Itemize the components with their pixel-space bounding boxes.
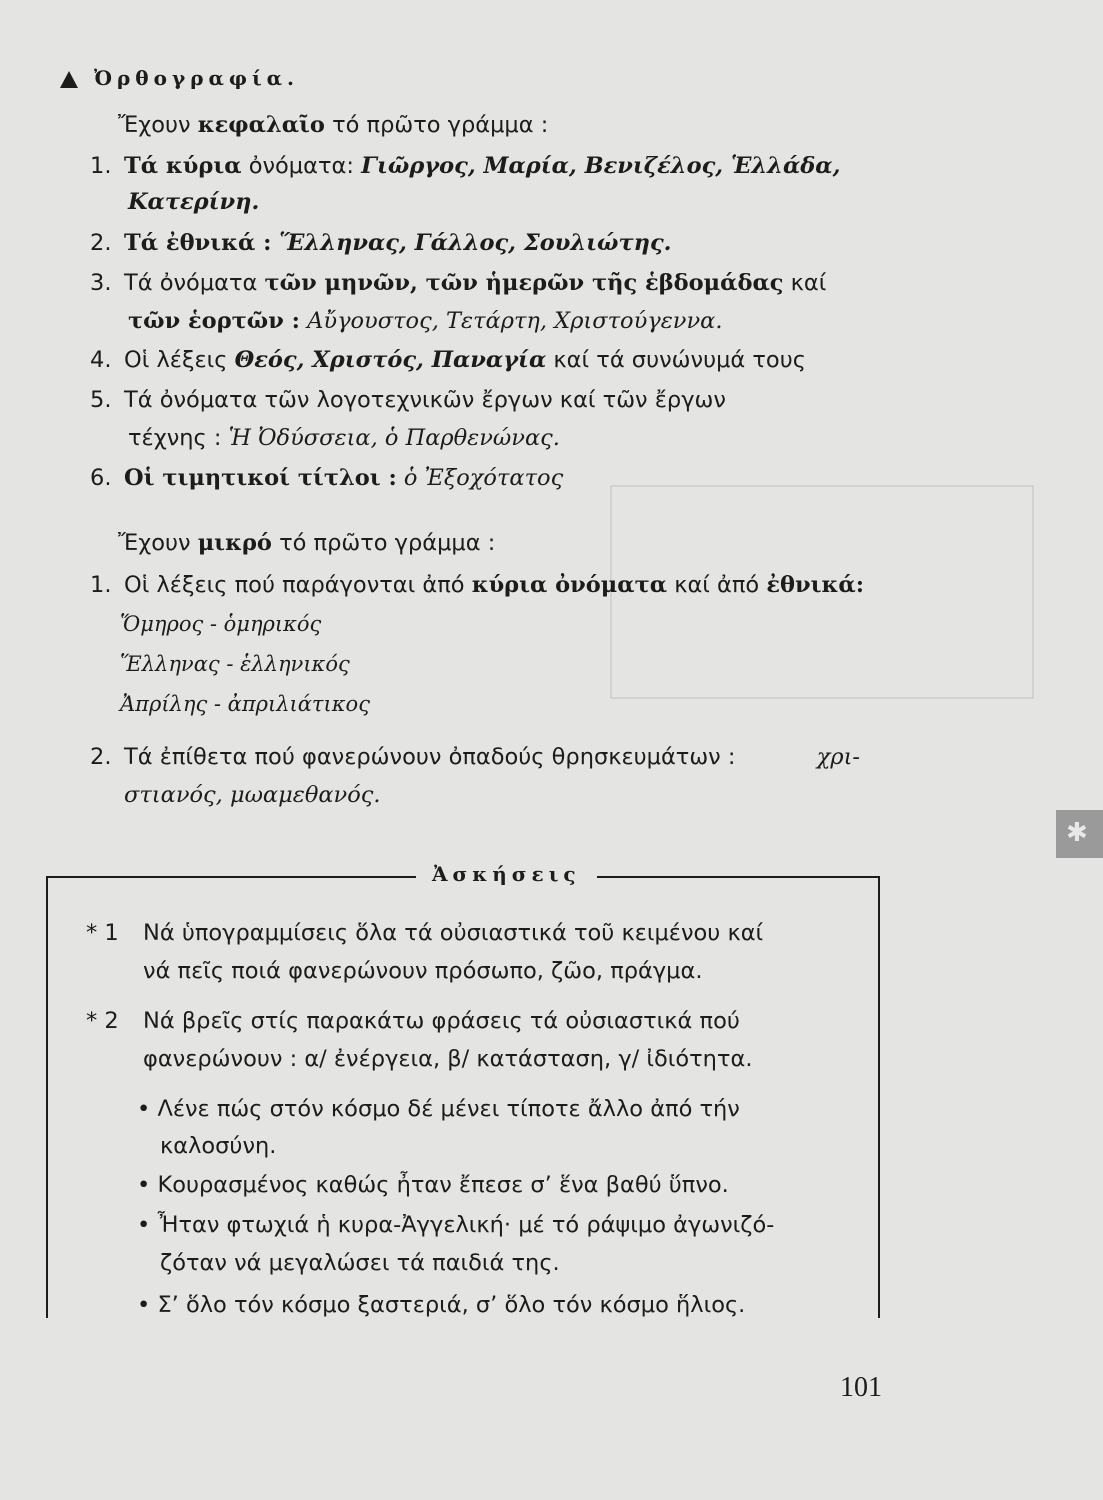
- exercise-bullet: • Σ’ ὅλο τόν κόσμο ξαστεριά, σ’ ὅλο τόν κόσμο ἥλιος.: [137, 1292, 746, 1318]
- capital-rule-3-cont: τῶν ἑορτῶν : Αὔγουστος, Τετάρτη, Χριστούγεννα.: [128, 308, 723, 334]
- exercises-title: Ἀσκήσεις: [416, 862, 597, 886]
- section-title: Ὀρθογραφία.: [60, 66, 299, 90]
- capital-rule-5-cont: τέχνης : Ἡ Ὀδύσσεια, ὁ Παρθενώνας.: [128, 425, 560, 451]
- exercise-1-line-2: νά πεῖς ποιά φανερώνουν πρόσωπο, ζῶο, πράγμα.: [143, 958, 703, 984]
- page-number: 101: [840, 1372, 882, 1403]
- capital-rule-1-cont: Κατερίνη.: [128, 189, 260, 215]
- exercise-1-marker: * 1: [86, 920, 119, 946]
- exercise-2-line-1: Νά βρεῖς στίς παρακάτω φράσεις τά οὐσιαστικά πού: [143, 1008, 740, 1034]
- exercise-bullet: • Ἦταν φτωχιά ἡ κυρα-Ἀγγελική· μέ τό ράψιμο ἀγωνιζό-: [137, 1212, 775, 1238]
- lowercase-intro: Ἔχουν μικρό τό πρῶτο γράμμα :: [118, 530, 496, 556]
- lowercase-rule-2-cont: στιανός, μωαμεθανός.: [124, 782, 381, 808]
- exercise-bullet: • Λένε πώς στόν κόσμο δέ μένει τίποτε ἄλλο ἀπό τήν: [137, 1096, 740, 1122]
- thumb-index-tab: [1056, 810, 1103, 858]
- lowercase-rule-1: 1. Οἱ λέξεις πού παράγονται ἀπό κύρια ὀνόματα καί ἀπό ἐθνικά:: [90, 572, 865, 598]
- lowercase-example: Ἕλληνας - ἑλληνικός: [120, 652, 350, 676]
- exercise-bullet-cont: ζόταν νά μεγαλώσει τά παιδιά της.: [160, 1250, 560, 1276]
- lowercase-rule-2: 2. Τά ἐπίθετα πού φανερώνουν ὀπαδούς θρησκευμάτων : χρι-: [90, 744, 860, 770]
- capital-rule-2: 2. Τά ἐθνικά : Ἕλληνας, Γάλλος, Σουλιώτης.: [90, 230, 672, 256]
- capital-rule-5: 5. Τά ὀνόματα τῶν λογοτεχνικῶν ἔργων καί τῶν ἔργων: [90, 387, 726, 413]
- exercise-bullet-cont: καλοσύνη.: [160, 1133, 277, 1159]
- lowercase-example: Ὅμηρος - ὁμηρικός: [120, 612, 322, 636]
- exercise-2-marker: * 2: [86, 1008, 119, 1034]
- capital-rule-6: 6. Οἱ τιμητικοί τίτλοι : ὁ Ἐξοχότατος: [90, 465, 564, 491]
- capital-rule-1: 1. Τά κύρια ὀνόματα: Γιῶργος, Μαρία, Βενιζέλος, Ἑλλάδα,: [90, 153, 841, 179]
- capital-intro: Ἔχουν κεφαλαῖο τό πρῶτο γράμμα :: [118, 112, 549, 138]
- star-icon: ✱: [1066, 818, 1088, 848]
- lowercase-example: Ἀπρίλης - ἀπριλιάτικος: [120, 692, 370, 716]
- capital-rule-4: 4. Οἱ λέξεις Θεός, Χριστός, Παναγία καί τά συνώνυμά τους: [90, 347, 806, 373]
- triangle-marker-icon: [60, 71, 78, 88]
- capital-rule-3: 3. Τά ὀνόματα τῶν μηνῶν, τῶν ἡμερῶν τῆς ἑβδομάδας καί: [90, 270, 827, 296]
- exercise-bullet: • Κουρασμένος καθώς ἦταν ἔπεσε σ’ ἕνα βαθύ ὕπνο.: [137, 1172, 729, 1198]
- exercise-2-line-2: φανερώνουν : α/ ἐνέργεια, β/ κατάσταση, γ/ ἰδιότητα.: [143, 1046, 753, 1072]
- exercise-1-line-1: Νά ὑπογραμμίσεις ὅλα τά οὐσιαστικά τοῦ κειμένου καί: [143, 920, 764, 946]
